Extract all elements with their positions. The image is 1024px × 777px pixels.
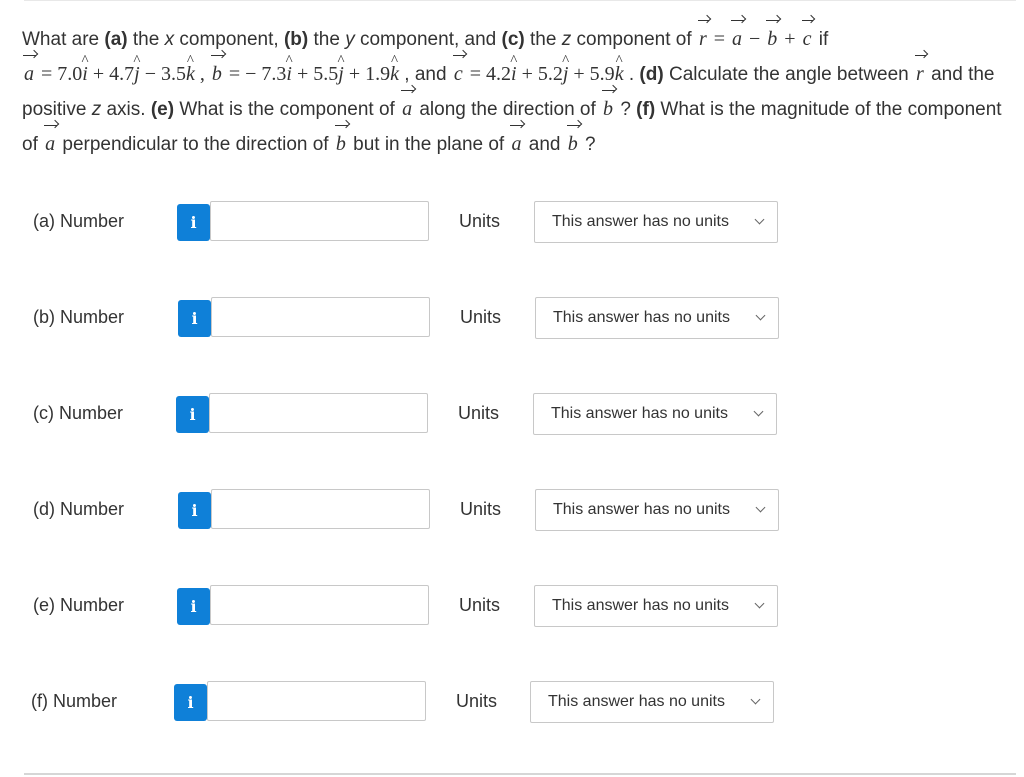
answer-label: (d) Number — [33, 499, 125, 519]
info-icon[interactable]: i — [176, 396, 209, 433]
vector-r: r — [914, 57, 926, 92]
unit-k: ^ k — [615, 57, 624, 92]
unit-i: ^ i — [286, 57, 292, 92]
vector-a: a — [22, 57, 36, 92]
unit-j: ^ j — [563, 57, 569, 92]
number-input[interactable] — [211, 297, 430, 337]
info-icon[interactable]: i — [177, 204, 210, 241]
vector-b: b — [601, 92, 615, 127]
info-icon[interactable]: i — [177, 588, 210, 625]
unit-k: ^ k — [186, 57, 195, 92]
units-dropdown[interactable] — [535, 297, 779, 339]
vector-c: c — [452, 57, 465, 92]
answer-label: (c) Number — [33, 403, 124, 423]
units-label: Units — [456, 691, 498, 711]
bottom-divider — [24, 773, 1016, 775]
units-selected-value: This answer has no units — [553, 309, 730, 326]
vector-a: a — [43, 127, 57, 162]
info-icon[interactable]: i — [178, 492, 211, 529]
chevron-down-icon — [751, 695, 761, 705]
unit-i: ^ i — [511, 57, 517, 92]
units-selected-value: This answer has no units — [552, 213, 729, 230]
unit-k: ^ k — [390, 57, 399, 92]
answer-label: (e) Number — [33, 595, 125, 615]
chevron-down-icon — [755, 215, 765, 225]
answer-row-c — [0, 393, 1024, 435]
chevron-down-icon — [754, 407, 764, 417]
answer-label: (b) Number — [33, 307, 125, 327]
answer-label: (a) Number — [33, 211, 125, 231]
vector-b: b — [210, 57, 224, 92]
unit-i: ^ i — [82, 57, 88, 92]
vector-a: a — [730, 22, 744, 57]
answer-row-a — [0, 201, 1024, 243]
info-icon[interactable]: i — [174, 684, 207, 721]
vector-a: a — [509, 127, 523, 162]
units-dropdown[interactable] — [535, 489, 779, 531]
chevron-down-icon — [755, 599, 765, 609]
answer-row-e — [0, 585, 1024, 627]
number-input[interactable] — [210, 201, 429, 241]
units-label: Units — [459, 211, 501, 231]
top-divider — [24, 0, 1016, 1]
number-input[interactable] — [207, 681, 426, 721]
number-input[interactable] — [210, 585, 429, 625]
vector-c: c — [801, 22, 814, 57]
units-dropdown[interactable] — [533, 393, 777, 435]
units-selected-value: This answer has no units — [551, 405, 728, 422]
units-label: Units — [458, 403, 500, 423]
units-dropdown[interactable] — [530, 681, 774, 723]
units-dropdown[interactable] — [534, 585, 778, 627]
chevron-down-icon — [756, 311, 766, 321]
vector-b: b — [765, 22, 779, 57]
number-input[interactable] — [211, 489, 430, 529]
units-label: Units — [459, 595, 501, 615]
answer-label: (f) Number — [31, 691, 118, 711]
units-selected-value: This answer has no units — [553, 501, 730, 518]
answer-row-f — [0, 681, 1024, 723]
number-input[interactable] — [209, 393, 428, 433]
info-icon[interactable]: i — [178, 300, 211, 337]
vector-a: a — [400, 92, 414, 127]
units-label: Units — [460, 499, 502, 519]
units-selected-value: This answer has no units — [548, 693, 725, 710]
unit-j: ^ j — [338, 57, 344, 92]
vector-r: r — [697, 22, 709, 57]
chevron-down-icon — [756, 503, 766, 513]
vector-b: b — [334, 127, 348, 162]
units-label: Units — [460, 307, 502, 327]
vector-b: b — [566, 127, 580, 162]
answer-row-d — [0, 489, 1024, 531]
unit-j: ^ j — [134, 57, 140, 92]
question-text: What are (a) the x component, (b) the y component, and (c) the z component of r = a − b + c if a = 7.0^ i + 4.7^ j − 3.5^ k , b = − 7.3^ i + 5.5^ j + 1.9^ k , and c = 4.2^ i + 5.2^ j + 5.9^ k . (d) Calculate the angle between r and the positive z axis. (e) What is the component of a along the direction of b ? (f) What is the magnitude of the component of a perpendicular to the direction of b but in the plane of a and b ? — [22, 22, 1007, 162]
units-dropdown[interactable] — [534, 201, 778, 243]
units-selected-value: This answer has no units — [552, 597, 729, 614]
answer-row-b — [0, 297, 1024, 339]
